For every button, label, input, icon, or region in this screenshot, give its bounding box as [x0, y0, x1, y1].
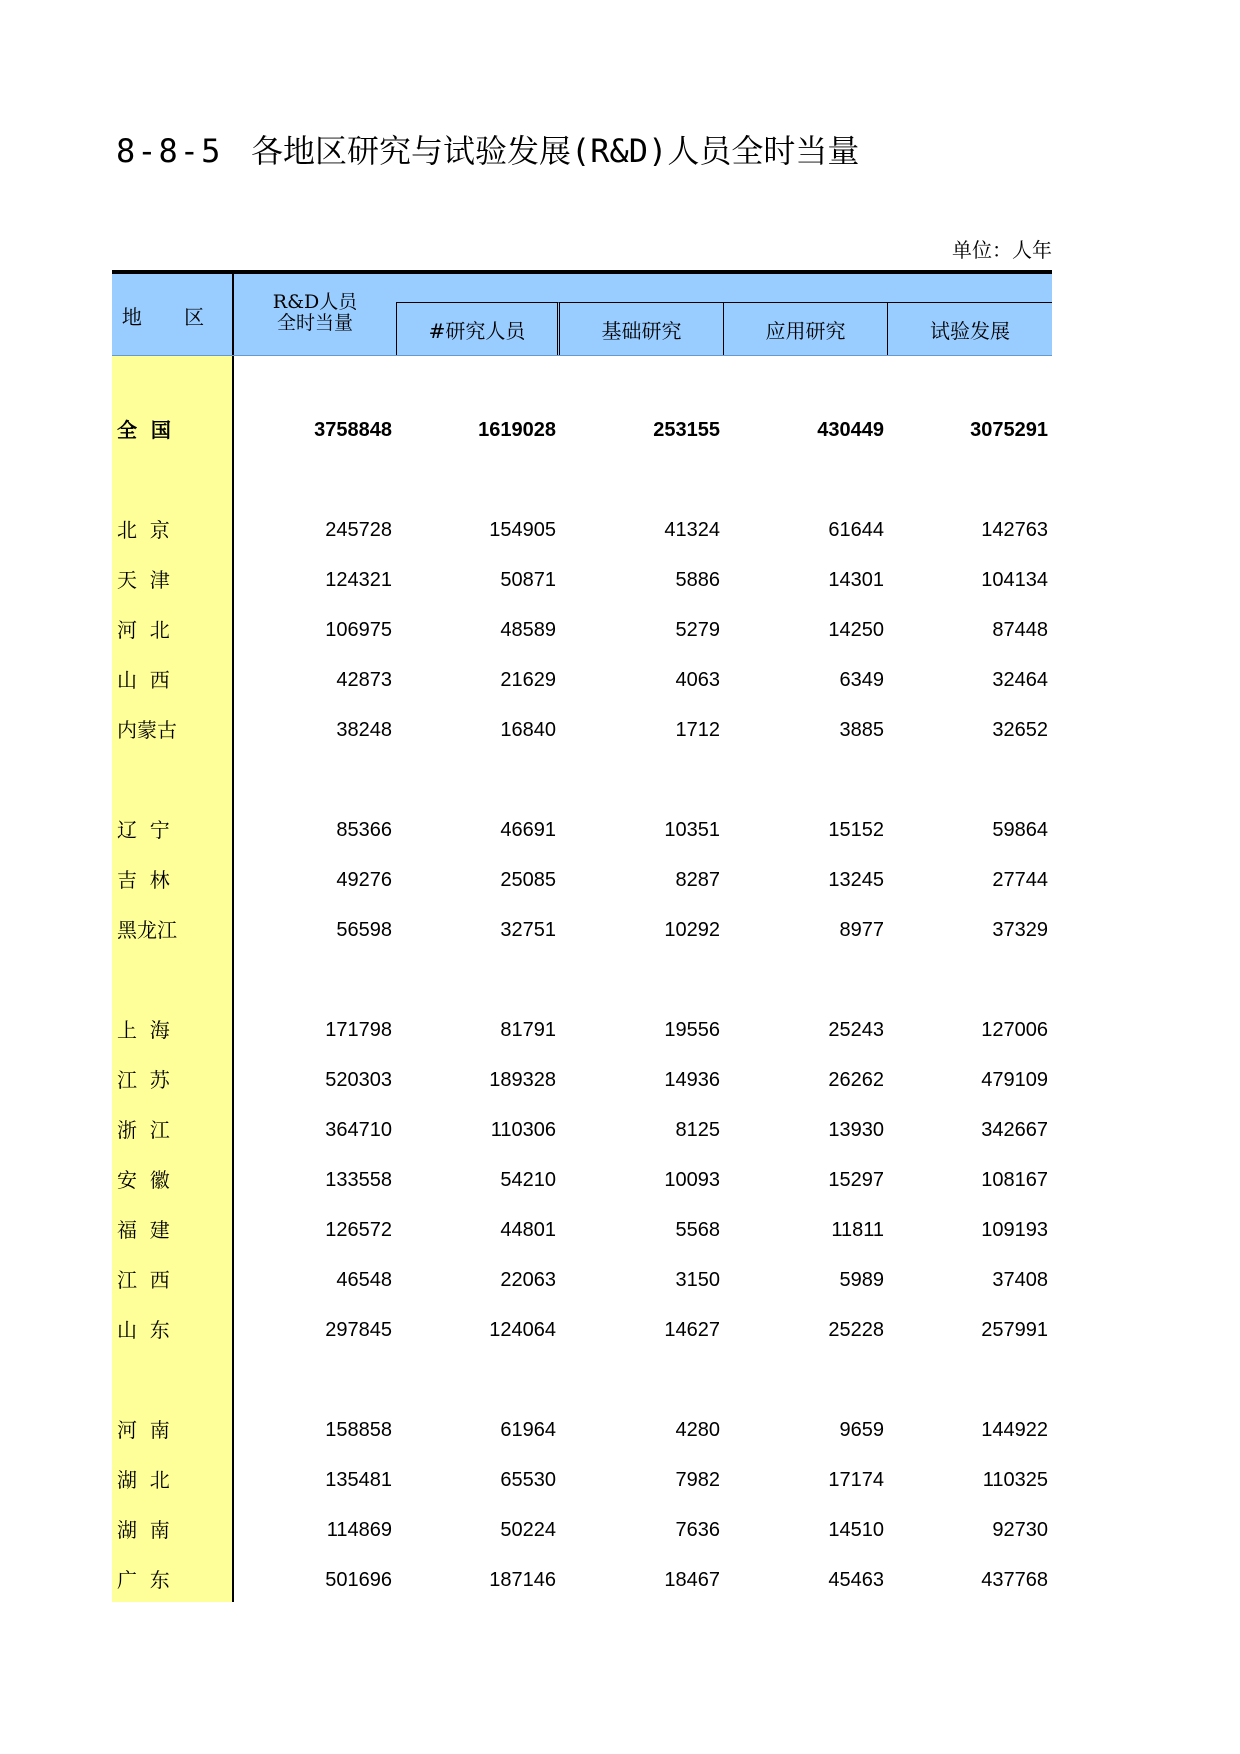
researchers-value: 187146	[489, 1569, 556, 1591]
table-title: 各地区研究与试验发展(R&D)人员全时当量	[251, 132, 860, 170]
applied-research-value: 13930	[828, 1119, 884, 1141]
rd-fte-value: 38248	[336, 719, 392, 741]
table-row	[112, 555, 1052, 605]
table-row	[112, 1305, 1052, 1355]
region-name: 河 南	[117, 1418, 170, 1442]
researchers-value: 25085	[500, 869, 556, 891]
experimental-development-value: 109193	[981, 1219, 1048, 1241]
researchers-value: 21629	[500, 669, 556, 691]
experimental-development-value: 479109	[981, 1069, 1048, 1091]
experimental-development-value: 37329	[992, 919, 1048, 941]
table-row	[112, 1505, 1052, 1555]
rd-fte-value: 171798	[325, 1019, 392, 1041]
rd-fte-value: 245728	[325, 519, 392, 541]
table-row	[112, 805, 1052, 855]
header-applied-research: 应用研究	[724, 302, 888, 356]
experimental-development-value: 92730	[992, 1519, 1048, 1541]
applied-research-value: 5989	[839, 1269, 884, 1291]
region-name: 山 东	[117, 1318, 170, 1342]
applied-research-value: 3885	[839, 719, 884, 741]
applied-research-value: 8977	[839, 919, 884, 941]
region-name: 福 建	[117, 1218, 170, 1242]
researchers-value: 81791	[500, 1019, 556, 1041]
rd-fte-value: 49276	[336, 869, 392, 891]
region-name: 全 国	[117, 418, 171, 442]
researchers-value: 61964	[500, 1419, 556, 1441]
applied-research-value: 6349	[839, 669, 884, 691]
rd-fte-value: 126572	[325, 1219, 392, 1241]
applied-research-value: 14250	[828, 619, 884, 641]
basic-research-value: 5279	[675, 619, 720, 641]
researchers-value: 44801	[500, 1219, 556, 1241]
region-name: 江 西	[117, 1268, 170, 1292]
header-rd-fte	[234, 292, 396, 334]
basic-research-value: 5568	[675, 1219, 720, 1241]
table-row-national-total	[112, 405, 1052, 455]
rd-fte-value: 124321	[325, 569, 392, 591]
basic-research-value: 7636	[675, 1519, 720, 1541]
rd-fte-value: 56598	[336, 919, 392, 941]
applied-research-value: 15297	[828, 1169, 884, 1191]
region-name: 江 苏	[117, 1068, 170, 1092]
table-row	[112, 1255, 1052, 1305]
applied-research-value: 25243	[828, 1019, 884, 1041]
table-number: 8-8-5	[116, 132, 223, 170]
region-name: 黑龙江	[117, 918, 177, 942]
experimental-development-value: 142763	[981, 519, 1048, 541]
basic-research-value: 5886	[675, 569, 720, 591]
table-row	[112, 1205, 1052, 1255]
researchers-value: 50871	[500, 569, 556, 591]
table-row	[112, 605, 1052, 655]
applied-research-value: 13245	[828, 869, 884, 891]
basic-research-value: 253155	[653, 419, 720, 441]
applied-research-value: 17174	[828, 1469, 884, 1491]
basic-research-value: 8125	[675, 1119, 720, 1141]
basic-research-value: 18467	[664, 1569, 720, 1591]
researchers-value: 110306	[490, 1119, 556, 1141]
experimental-development-value: 342667	[981, 1119, 1048, 1141]
researchers-value: 32751	[500, 919, 556, 941]
header-researchers: #研究人员	[396, 302, 560, 356]
table-row	[112, 905, 1052, 955]
header-rd-line2: 全时当量	[276, 312, 353, 334]
basic-research-value: 10292	[664, 919, 720, 941]
table-row	[112, 1555, 1052, 1605]
table-header	[112, 274, 1052, 356]
rd-fte-value: 3758848	[314, 419, 392, 441]
table-row	[112, 1405, 1052, 1455]
region-name: 天 津	[117, 568, 170, 592]
experimental-development-value: 37408	[992, 1269, 1048, 1291]
table-row	[112, 705, 1052, 755]
header-rd-line1: R&D人员	[272, 291, 358, 313]
experimental-development-value: 110325	[982, 1469, 1048, 1491]
table-row	[112, 655, 1052, 705]
header-region: 地 区	[121, 304, 223, 329]
basic-research-value: 8287	[675, 869, 720, 891]
region-name: 内蒙古	[117, 718, 177, 742]
region-name: 浙 江	[117, 1118, 170, 1142]
basic-research-value: 4280	[675, 1419, 720, 1441]
experimental-development-value: 32652	[992, 719, 1048, 741]
rd-fte-value: 85366	[336, 819, 392, 841]
experimental-development-value: 127006	[981, 1019, 1048, 1041]
applied-research-value: 9659	[839, 1419, 884, 1441]
researchers-value: 48589	[500, 619, 556, 641]
table-row	[112, 1455, 1052, 1505]
page-title	[116, 126, 859, 172]
header-bottom-rule	[112, 355, 1052, 356]
researchers-value: 16840	[500, 719, 556, 741]
rd-fte-value: 520303	[325, 1069, 392, 1091]
applied-research-value: 61644	[828, 519, 884, 541]
basic-research-value: 4063	[675, 669, 720, 691]
region-name: 河 北	[117, 618, 170, 642]
table-row	[112, 505, 1052, 555]
table-row	[112, 855, 1052, 905]
rd-fte-value: 114869	[326, 1519, 392, 1541]
rd-fte-value: 501696	[325, 1569, 392, 1591]
basic-research-value: 14936	[664, 1069, 720, 1091]
basic-research-value: 10351	[664, 819, 720, 841]
region-name: 吉 林	[117, 868, 170, 892]
table-row	[112, 1055, 1052, 1105]
header-basic-research: 基础研究	[560, 302, 724, 356]
applied-research-value: 14301	[828, 569, 884, 591]
researchers-value: 65530	[500, 1469, 556, 1491]
rd-fte-value: 135481	[325, 1469, 392, 1491]
researchers-value: 46691	[500, 819, 556, 841]
rd-fte-value: 133558	[325, 1169, 392, 1191]
researchers-value: 22063	[500, 1269, 556, 1291]
applied-research-value: 11811	[831, 1219, 884, 1241]
header-experimental-development: 试验发展	[888, 302, 1052, 356]
region-name: 上 海	[117, 1018, 170, 1042]
rd-fte-value: 42873	[336, 669, 392, 691]
experimental-development-value: 27744	[992, 869, 1048, 891]
experimental-development-value: 32464	[992, 669, 1048, 691]
region-name: 北 京	[117, 518, 170, 542]
basic-research-value: 7982	[675, 1469, 720, 1491]
applied-research-value: 430449	[817, 419, 884, 441]
applied-research-value: 25228	[828, 1319, 884, 1341]
rd-fte-value: 364710	[325, 1119, 392, 1141]
researchers-value: 189328	[489, 1069, 556, 1091]
basic-research-value: 19556	[664, 1019, 720, 1041]
researchers-value: 50224	[500, 1519, 556, 1541]
experimental-development-value: 59864	[992, 819, 1048, 841]
region-name: 湖 北	[117, 1468, 170, 1492]
table-row	[112, 1155, 1052, 1205]
experimental-development-value: 144922	[981, 1419, 1048, 1441]
researchers-value: 154905	[489, 519, 556, 541]
basic-research-value: 14627	[664, 1319, 720, 1341]
basic-research-value: 3150	[675, 1269, 720, 1291]
basic-research-value: 10093	[664, 1169, 720, 1191]
researchers-value: 54210	[500, 1169, 556, 1191]
rd-fte-value: 46548	[336, 1269, 392, 1291]
applied-research-value: 15152	[828, 819, 884, 841]
experimental-development-value: 257991	[981, 1319, 1048, 1341]
applied-research-value: 14510	[828, 1519, 884, 1541]
experimental-development-value: 108167	[981, 1169, 1048, 1191]
region-name: 辽 宁	[117, 818, 170, 842]
experimental-development-value: 87448	[992, 619, 1048, 641]
researchers-value: 1619028	[478, 419, 556, 441]
experimental-development-value: 437768	[981, 1569, 1048, 1591]
experimental-development-value: 3075291	[970, 419, 1048, 441]
region-name: 湖 南	[117, 1518, 170, 1542]
basic-research-value: 41324	[664, 519, 720, 541]
basic-research-value: 1712	[675, 719, 720, 741]
rd-fte-value: 158858	[325, 1419, 392, 1441]
applied-research-value: 45463	[828, 1569, 884, 1591]
region-name: 广 东	[117, 1568, 170, 1592]
applied-research-value: 26262	[828, 1069, 884, 1091]
table-row	[112, 1005, 1052, 1055]
rd-fte-value: 106975	[325, 619, 392, 641]
rd-fte-value: 297845	[325, 1319, 392, 1341]
region-name: 山 西	[117, 668, 170, 692]
table-row	[112, 1105, 1052, 1155]
region-name: 安 徽	[117, 1168, 170, 1192]
experimental-development-value: 104134	[981, 569, 1048, 591]
unit-label: 单位：人年	[952, 238, 1052, 262]
researchers-value: 124064	[489, 1319, 556, 1341]
